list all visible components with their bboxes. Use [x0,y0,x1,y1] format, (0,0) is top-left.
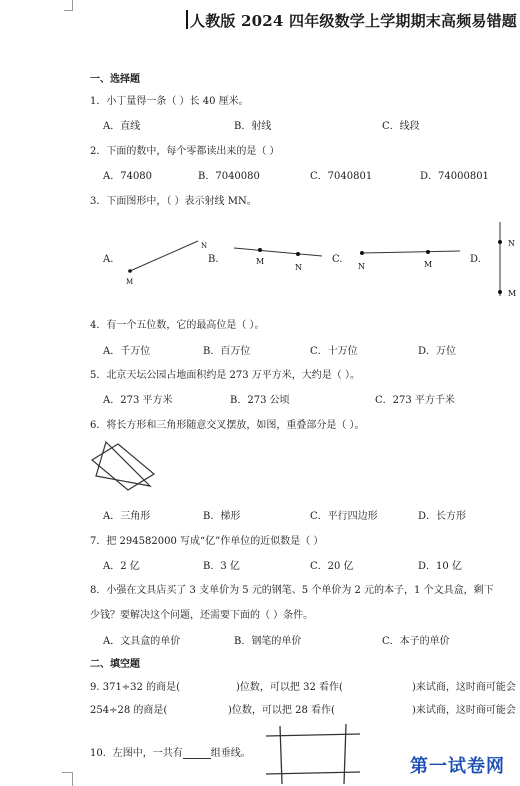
corner-mark [72,772,73,786]
question-8-stem-line1: 8．小强在文具店买了 3 支单价为 5 元的钢笔、5 个单价为 2 元的本子，1 个文具盒，剩下 [90,585,494,596]
q3-figures [0,210,520,310]
question-9-line1-part2: )位数，可以把 32 看作( [236,682,343,693]
watermark: 第一试卷网 [410,756,505,777]
q3-option-c: C. [332,254,343,265]
question-8-stem-line2: 少钱？要解决这个问题，还需要下面的（ ）条件。 [90,610,314,621]
question-2-stem: 2．下面的数中，每个零都读出来的是（ ） [90,146,280,157]
q2-option-c: C．7040801 [310,171,373,182]
q4-option-a: A．千万位 [103,346,151,357]
q2-option-d: D．74000801 [420,171,489,182]
page-title: 人教版 2024 四年级数学上学期期末高频易错题 [190,12,517,30]
q3-label-n: N [358,262,365,271]
q3-figure-d [498,222,516,298]
q6-option-c: C．平行四边形 [310,511,378,522]
q8-option-a: A．文具盒的单价 [103,636,181,647]
q3-option-b: B. [208,254,219,265]
corner-mark [64,10,73,11]
q1-option-c: C．线段 [382,121,420,132]
q6-option-d: D．长方形 [418,511,467,522]
question-10-stem [90,744,251,759]
question-9-line1-part3: )来试商，这时商可能会 [412,682,516,693]
q7-option-d: D．10 亿 [418,561,462,572]
q5-option-c: C．273 平方千米 [375,395,455,406]
question-7-stem: 7．把 294582000 写成“亿”作单位的近似数是（ ） [90,536,324,547]
question-5-stem: 5．北京天坛公园占地面积约是 273 万平方米，大约是（ ）。 [90,370,360,381]
q1-option-b: B．射线 [234,121,272,132]
q4-option-c: C．十万位 [310,346,358,357]
q5-option-b: B．273 公顷 [230,395,290,406]
q3-label-n: N [508,239,515,248]
q4-option-d: D．万位 [418,346,457,357]
q3-figure-b [234,248,322,272]
title-cursor [186,10,188,29]
q8-option-b: B．钢笔的单价 [234,636,302,647]
q5-option-a: A．273 平方米 [103,395,173,406]
q6-option-b: B．梯形 [203,511,241,522]
q1-option-a: A．直线 [103,121,141,132]
q2-option-a: A．74080 [103,171,153,182]
q3-label-m: M [508,289,517,298]
q6-option-a: A．三角形 [103,511,151,522]
question-4-stem: 4．有一个五位数，它的最高位是（ ）。 [90,320,265,331]
question-6-stem: 6．将长方形和三角形随意交叉摆放，如图，重叠部分是（ ）。 [90,420,365,431]
q3-figure-c [358,250,460,271]
q4-option-b: B．百万位 [203,346,251,357]
q3-figure-a [126,241,207,286]
q3-option-d: D. [470,254,481,265]
question-10-stem-part1: 10．左图中，一共有 [90,748,183,759]
question-9-line1-part1: 9. 371÷32 的商是( [90,682,180,693]
question-9-line2-part2: )位数，可以把 28 看作( [228,705,335,716]
q3-label-m: M [126,278,134,286]
question-1-stem: 1．小丁量得一条（ ）长 40 厘米。 [90,96,249,107]
q6-figure [84,434,164,498]
question-10-stem-part2: 组垂线。 [210,748,251,759]
q8-option-c: C．本子的单价 [382,636,450,647]
question-9-line2-part3: )来试商，这时商可能会 [412,705,516,716]
corner-mark [62,772,73,773]
q3-option-a: A. [103,254,114,265]
section-heading-fill: 二、填空题 [90,659,140,670]
q7-option-c: C．20 亿 [310,561,354,572]
section-heading-choice: 一、选择题 [90,74,140,85]
corner-mark [72,0,73,10]
question-9-line2-part1: 254÷28 的商是( [90,705,168,716]
q7-option-b: B．3 亿 [203,561,240,572]
q3-label-n: N [201,242,208,250]
q10-figure [258,722,368,786]
q7-option-a: A．2 亿 [103,561,140,572]
q3-label-n: N [295,263,302,272]
answer-blank[interactable] [183,748,211,759]
q3-label-m: M [424,260,433,269]
question-3-stem: 3．下面图形中，（ ）表示射线 MN。 [90,196,257,207]
q3-label-m: M [256,257,265,266]
q2-option-b: B．7040080 [198,171,260,182]
